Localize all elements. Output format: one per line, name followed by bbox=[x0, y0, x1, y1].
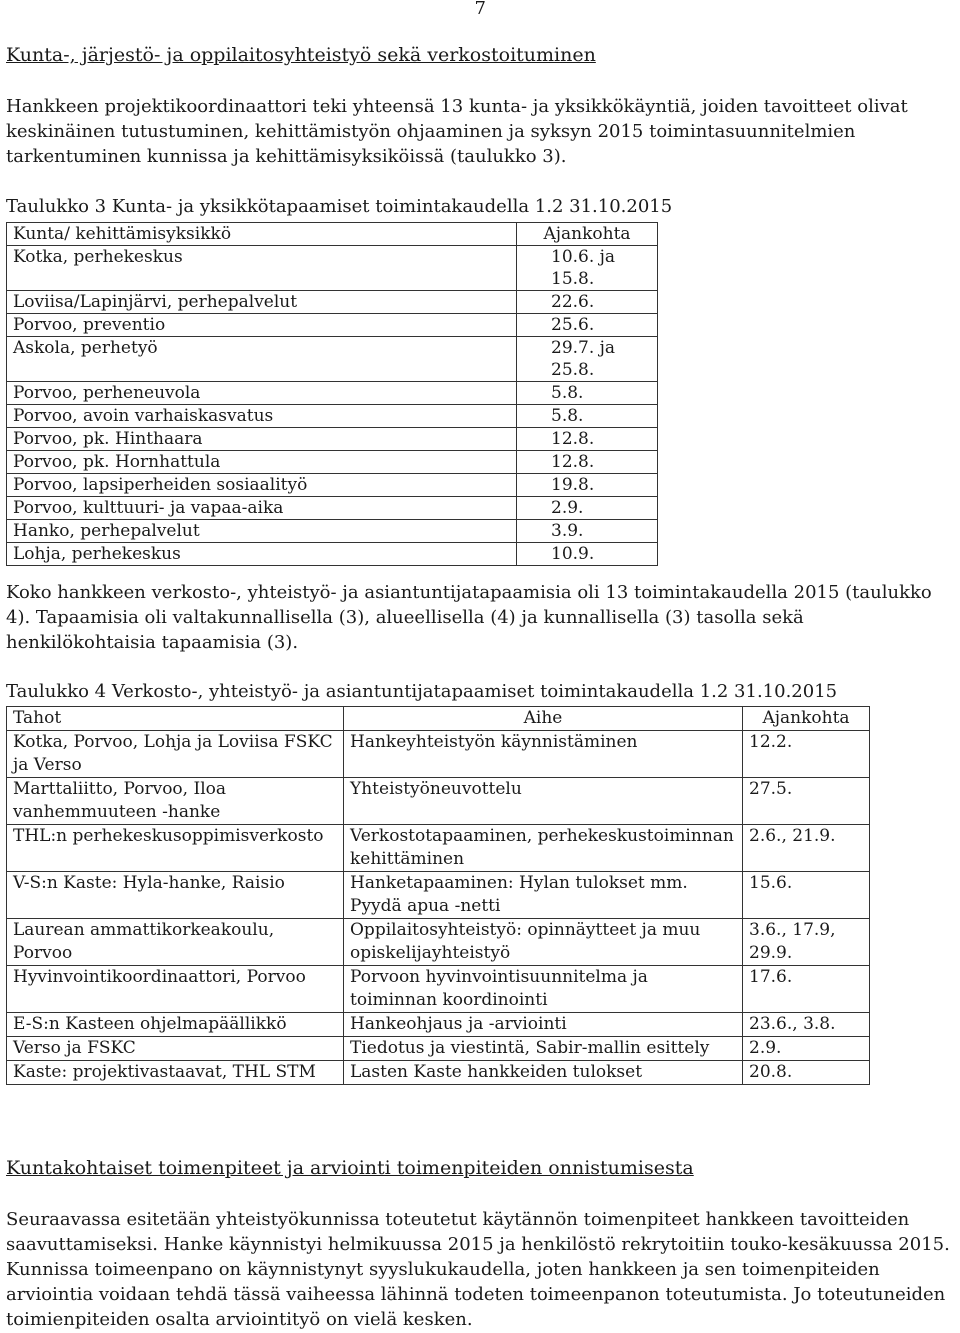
table3-cell-unit: Porvoo, avoin varhaiskasvatus bbox=[7, 405, 517, 428]
table4-cell-parties: V-S:n Kaste: Hyla-hanke, Raisio bbox=[7, 872, 344, 919]
table-row bbox=[7, 778, 870, 825]
table3-cell-unit: Porvoo, preventio bbox=[7, 314, 517, 337]
table4-cell-date: 12.2. bbox=[743, 731, 870, 778]
table3-header-row bbox=[7, 223, 658, 246]
table3-municipal-meetings bbox=[6, 222, 658, 566]
table-row bbox=[7, 291, 658, 314]
table3-cell-date: 25.6. bbox=[517, 314, 658, 337]
table3-cell-date: 12.8. bbox=[517, 428, 658, 451]
table-row bbox=[7, 1013, 870, 1037]
table4-header-topic: Aihe bbox=[344, 707, 743, 731]
table4-cell-topic: Tiedotus ja viestintä, Sabir-mallin esittely bbox=[344, 1037, 743, 1061]
table4-header-date: Ajankohta bbox=[743, 707, 870, 731]
table4-cell-topic: Lasten Kaste hankkeiden tulokset bbox=[344, 1061, 743, 1085]
table3-cell-unit: Lohja, perhekeskus bbox=[7, 543, 517, 566]
table4-cell-parties: Verso ja FSKC bbox=[7, 1037, 344, 1061]
table-row bbox=[7, 731, 870, 778]
section-heading-municipal-measures: Kuntakohtaiset toimenpiteet ja arviointi toimenpiteiden onnistumisesta bbox=[6, 1157, 694, 1179]
table3-cell-date: 29.7. ja 25.8. bbox=[517, 337, 658, 382]
measures-paragraph-text: Seuraavassa esitetään yhteistyökunnissa toteutetut käytännön toimenpiteet hankkeen tavoitteiden saavuttamiseksi. Hanke käynnistyi helmikuussa 2015 ja henkilöstö rekrytoitiin touko-kesäkuussa 2015. Kunnissa toimeenpano on käynnistynyt syyslukukaudella, joten hankkeen ja sen toimenpiteiden arviointia voidaan tehdä tässä vaiheessa lähinnä todeten toimeenpanon toteutumista. Jo toteutuneiden toimienpiteiden osalta arviointityö on vielä kesken. bbox=[6, 1209, 950, 1330]
table4-cell-date: 2.6., 21.9. bbox=[743, 825, 870, 872]
table4-caption: Taulukko 4 Verkosto-, yhteistyö- ja asiantuntijatapaamiset toimintakaudella 1.2 31.10.2015 bbox=[6, 681, 838, 702]
table4-cell-topic: Hanketapaaminen: Hylan tulokset mm. Pyydä apua -netti bbox=[344, 872, 743, 919]
table-row bbox=[7, 966, 870, 1013]
table3-cell-date: 2.9. bbox=[517, 497, 658, 520]
table4-cell-parties: Kotka, Porvoo, Lohja ja Loviisa FSKC ja Verso bbox=[7, 731, 344, 778]
table3-cell-unit: Loviisa/Lapinjärvi, perhepalvelut bbox=[7, 291, 517, 314]
table-row bbox=[7, 337, 658, 382]
table3-header-unit: Kunta/ kehittämisyksikkö bbox=[7, 223, 517, 246]
table4-cell-topic: Verkostotapaaminen, perhekeskustoiminnan kehittäminen bbox=[344, 825, 743, 872]
table3-cell-date: 10.9. bbox=[517, 543, 658, 566]
measures-paragraph bbox=[6, 1207, 958, 1332]
table4-cell-parties: Kaste: projektivastaavat, THL STM bbox=[7, 1061, 344, 1085]
table4-network-meetings bbox=[6, 706, 870, 1085]
table-row bbox=[7, 451, 658, 474]
table4-cell-topic: Yhteistyöneuvottelu bbox=[344, 778, 743, 825]
table4-cell-topic: Porvoon hyvinvointisuunnitelma ja toiminnan koordinointi bbox=[344, 966, 743, 1013]
table3-cell-date: 10.6. ja 15.8. bbox=[517, 246, 658, 291]
table3-header-date: Ajankohta bbox=[517, 223, 658, 246]
table3-cell-date: 19.8. bbox=[517, 474, 658, 497]
table-row bbox=[7, 246, 658, 291]
table-row bbox=[7, 405, 658, 428]
table3-caption: Taulukko 3 Kunta- ja yksikkötapaamiset toimintakaudella 1.2 31.10.2015 bbox=[6, 196, 673, 217]
table4-cell-date: 2.9. bbox=[743, 1037, 870, 1061]
intro-paragraph bbox=[6, 94, 958, 169]
table3-cell-date: 5.8. bbox=[517, 382, 658, 405]
table-row bbox=[7, 428, 658, 451]
table-row bbox=[7, 543, 658, 566]
table3-cell-unit: Porvoo, pk. Hornhattula bbox=[7, 451, 517, 474]
table4-cell-parties: Hyvinvointikoordinaattori, Porvoo bbox=[7, 966, 344, 1013]
table4-header-parties: Tahot bbox=[7, 707, 344, 731]
table3-cell-unit: Hanko, perhepalvelut bbox=[7, 520, 517, 543]
table3-cell-unit: Porvoo, kulttuuri- ja vapaa-aika bbox=[7, 497, 517, 520]
table-row bbox=[7, 520, 658, 543]
table4-cell-date: 23.6., 3.8. bbox=[743, 1013, 870, 1037]
table3-cell-unit: Porvoo, perheneuvola bbox=[7, 382, 517, 405]
table4-cell-date: 20.8. bbox=[743, 1061, 870, 1085]
table4-cell-topic: Oppilaitosyhteistyö: opinnäytteet ja muu opiskelijayhteistyö bbox=[344, 919, 743, 966]
table4-cell-topic: Hankeyhteistyön käynnistäminen bbox=[344, 731, 743, 778]
table4-header-row bbox=[7, 707, 870, 731]
table4-cell-parties: Marttaliitto, Porvoo, Iloa vanhemmuuteen -hanke bbox=[7, 778, 344, 825]
section-heading-cooperation: Kunta-, järjestö- ja oppilaitosyhteistyö sekä verkostoituminen bbox=[6, 44, 596, 66]
table4-cell-parties: THL:n perhekeskusoppimisverkosto bbox=[7, 825, 344, 872]
table3-cell-unit: Kotka, perhekeskus bbox=[7, 246, 517, 291]
table3-cell-unit: Porvoo, pk. Hinthaara bbox=[7, 428, 517, 451]
table4-cell-parties: E-S:n Kasteen ohjelmapäällikkö bbox=[7, 1013, 344, 1037]
table3-cell-date: 5.8. bbox=[517, 405, 658, 428]
table3-cell-date: 3.9. bbox=[517, 520, 658, 543]
table3-cell-unit: Askola, perhetyö bbox=[7, 337, 517, 382]
table3-cell-unit: Porvoo, lapsiperheiden sosiaalityö bbox=[7, 474, 517, 497]
table-row bbox=[7, 1061, 870, 1085]
table4-cell-parties: Laurean ammattikorkeakoulu, Porvoo bbox=[7, 919, 344, 966]
table4-cell-date: 3.6., 17.9, 29.9. bbox=[743, 919, 870, 966]
table-row bbox=[7, 314, 658, 337]
table-row bbox=[7, 825, 870, 872]
table-row bbox=[7, 382, 658, 405]
table-row bbox=[7, 497, 658, 520]
table4-cell-date: 27.5. bbox=[743, 778, 870, 825]
network-paragraph-text: Koko hankkeen verkosto-, yhteistyö- ja asiantuntijatapaamisia oli 13 toimintakaudella 2015 (taulukko 4). Tapaamisia oli valtakunnallisella (3), alueellisella (4) ja kunnallisella (3) tasolla sekä henkilökohtaisia tapaamisia (3). bbox=[6, 582, 932, 653]
network-paragraph bbox=[6, 580, 958, 655]
table3-cell-date: 22.6. bbox=[517, 291, 658, 314]
intro-paragraph-text: Hankkeen projektikoordinaattori teki yhteensä 13 kunta- ja yksikkökäyntiä, joiden tavoitteet olivat keskinäinen tutustuminen, kehittämistyön ohjaaminen ja syksyn 2015 toimintasuunnitelmien tarkentuminen kunnissa ja kehittämisyksiköissä (taulukko 3). bbox=[6, 96, 908, 167]
page-number: 7 bbox=[474, 0, 486, 19]
table-row bbox=[7, 919, 870, 966]
table4-cell-date: 17.6. bbox=[743, 966, 870, 1013]
table-row bbox=[7, 872, 870, 919]
table3-cell-date: 12.8. bbox=[517, 451, 658, 474]
table-row bbox=[7, 1037, 870, 1061]
table-row bbox=[7, 474, 658, 497]
table4-cell-topic: Hankeohjaus ja -arviointi bbox=[344, 1013, 743, 1037]
table4-cell-date: 15.6. bbox=[743, 872, 870, 919]
